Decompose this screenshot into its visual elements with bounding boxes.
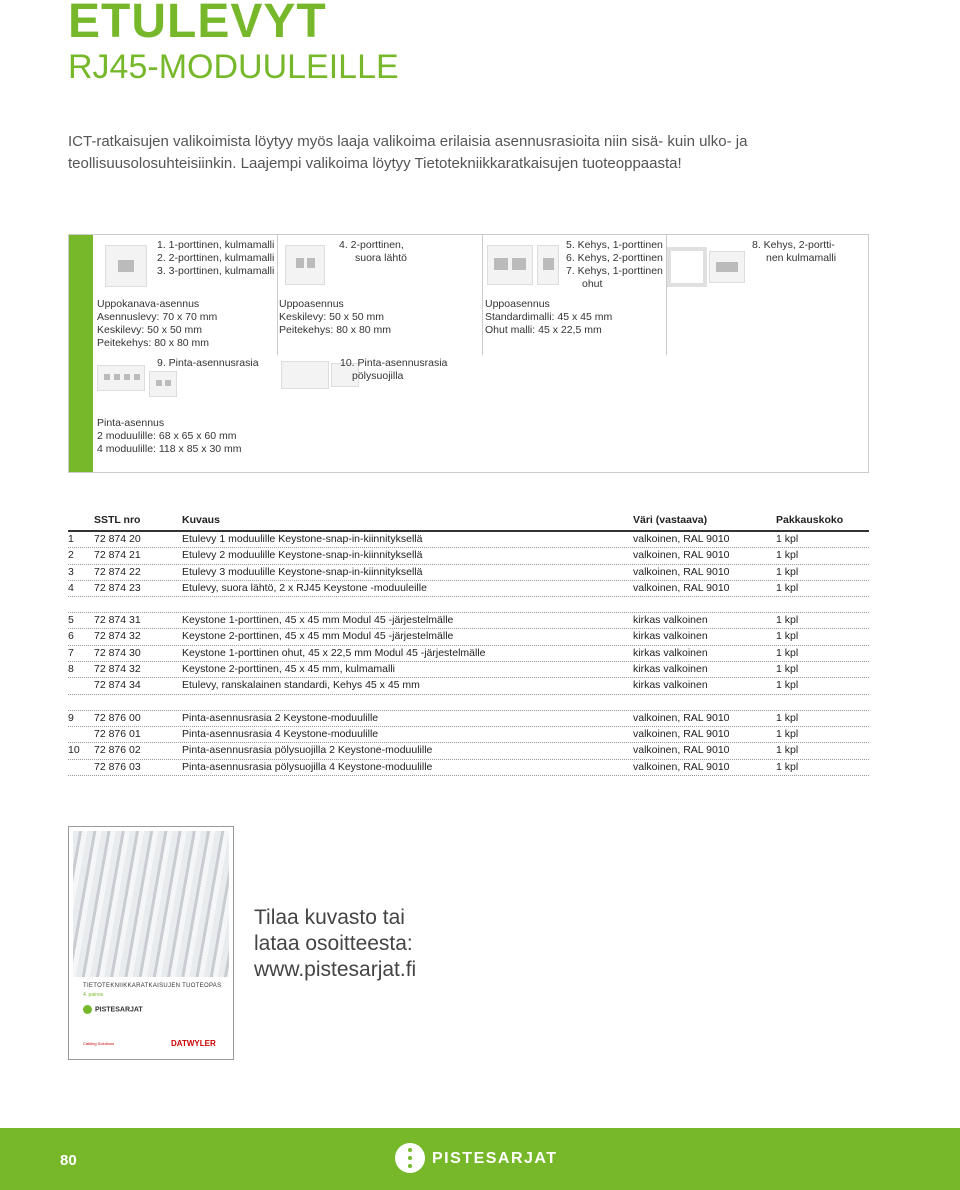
sstl-number: 72 874 31 <box>94 614 141 627</box>
package-size: 1 kpl <box>776 711 799 724</box>
product-8-label-cont: nen kulmamalli <box>766 252 837 264</box>
table-row <box>68 727 869 743</box>
row-number: 6 <box>68 630 74 643</box>
logo-icon <box>83 1005 92 1014</box>
panel-accent-bar <box>69 235 93 472</box>
spec-text: 4 moduulille: 118 x 85 x 30 mm <box>97 443 242 455</box>
product-9-label: 9. Pinta-asennusrasia <box>157 357 259 369</box>
header-description: Kuvaus <box>182 514 220 526</box>
sstl-number: 72 874 23 <box>94 581 141 594</box>
package-size: 1 kpl <box>776 663 799 676</box>
color: valkoinen, RAL 9010 <box>633 565 730 578</box>
color: valkoinen, RAL 9010 <box>633 549 730 562</box>
row-number: 3 <box>68 565 74 578</box>
spec-text: Standardimalli: 45 x 45 mm <box>485 311 613 323</box>
product-table <box>68 514 869 776</box>
row-number: 5 <box>68 614 74 627</box>
package-size: 1 kpl <box>776 744 799 757</box>
color: valkoinen, RAL 9010 <box>633 533 730 545</box>
header-sstl: SSTL nro <box>94 514 141 526</box>
table-row <box>68 629 869 645</box>
description: Keystone 2-porttinen, 45 x 45 mm Modul 45 -järjestelmälle <box>182 630 454 643</box>
description: Pinta-asennusrasia 2 Keystone-moduulille <box>182 711 379 724</box>
package-size: 1 kpl <box>776 565 799 578</box>
catalog-title: TIETOTEKNIIKKARATKAISUJEN TUOTEOPAS <box>83 983 222 989</box>
row-number: 9 <box>68 711 74 724</box>
color: kirkas valkoinen <box>633 630 708 643</box>
spec-text: Asennuslevy: 70 x 70 mm <box>97 311 218 323</box>
product-3-label: 3. 3-porttinen, kulmamalli <box>157 265 275 277</box>
color: kirkas valkoinen <box>633 679 708 692</box>
table-row <box>68 743 869 759</box>
color: kirkas valkoinen <box>633 663 708 676</box>
row-number: 8 <box>68 663 74 676</box>
table-row <box>68 565 869 581</box>
spec-text: Keskilevy: 50 x 50 mm <box>279 311 385 323</box>
description: Keystone 1-porttinen ohut, 45 x 22,5 mm Modul 45 -järjestelmälle <box>182 646 486 659</box>
description: Etulevy 3 moduulille Keystone-snap-in-kiinnityksellä <box>182 565 423 578</box>
table-row <box>68 711 869 727</box>
frame-image <box>487 245 533 285</box>
row-number: 7 <box>68 646 74 659</box>
sstl-number: 72 874 34 <box>94 679 141 692</box>
description: Etulevy, suora lähtö, 2 x RJ45 Keystone -moduuleille <box>182 581 427 594</box>
color: valkoinen, RAL 9010 <box>633 711 730 724</box>
row-number: 1 <box>68 533 74 545</box>
product-4-label: 4. 2-porttinen, <box>339 239 404 251</box>
description: Pinta-asennusrasia pölysuojilla 4 Keystone-moduulille <box>182 760 433 773</box>
table-row <box>68 613 869 629</box>
row-number: 10 <box>68 744 80 757</box>
page-number: 80 <box>60 1152 77 1169</box>
package-size: 1 kpl <box>776 614 799 627</box>
package-size: 1 kpl <box>776 646 799 659</box>
description: Etulevy 1 moduulille Keystone-snap-in-kiinnityksellä <box>182 533 423 545</box>
spec-text: 2 moduulille: 68 x 65 x 60 mm <box>97 430 237 442</box>
faceplate-image <box>105 245 147 287</box>
product-5-label: 5. Kehys, 1-porttinen <box>566 239 663 251</box>
description: Etulevy 2 moduulille Keystone-snap-in-kiinnityksellä <box>182 549 423 562</box>
description: Keystone 2-porttinen, 45 x 45 mm, kulmamalli <box>182 663 396 676</box>
sstl-number: 72 876 01 <box>94 727 141 740</box>
color: valkoinen, RAL 9010 <box>633 581 730 594</box>
product-panel <box>68 234 869 473</box>
table-row <box>68 662 869 678</box>
color: valkoinen, RAL 9010 <box>633 727 730 740</box>
table-row <box>68 760 869 776</box>
header-color: Väri (vastaava) <box>633 514 708 526</box>
table-row <box>68 678 869 694</box>
package-size: 1 kpl <box>776 533 799 545</box>
spec-text: Uppokanava-asennus <box>97 298 200 310</box>
page-title: ETULEVYT <box>68 0 327 48</box>
table-body <box>68 532 869 776</box>
sstl-number: 72 876 03 <box>94 760 141 773</box>
brand-logo-icon <box>395 1143 425 1173</box>
header-package: Pakkauskoko <box>776 514 844 526</box>
partner-logo: DATWYLER <box>171 1039 216 1048</box>
faceplate-image <box>285 245 325 285</box>
product-10-label-cont: pölysuojilla <box>352 370 404 382</box>
spec-text: Ohut malli: 45 x 22,5 mm <box>485 324 602 336</box>
product-4-label-cont: suora lähtö <box>355 252 407 264</box>
product-7-label: 7. Kehys, 1-porttinen <box>566 265 663 277</box>
product-2-label: 2. 2-porttinen, kulmamalli <box>157 252 275 264</box>
sstl-number: 72 876 02 <box>94 744 141 757</box>
product-6-label: 6. Kehys, 2-porttinen <box>566 252 663 264</box>
spec-text: Keskilevy: 50 x 50 mm <box>97 324 203 336</box>
surface-box-image <box>97 365 145 391</box>
color: kirkas valkoinen <box>633 614 708 627</box>
description: Pinta-asennusrasia 4 Keystone-moduulille <box>182 727 379 740</box>
table-group-spacer <box>68 695 869 711</box>
color: kirkas valkoinen <box>633 646 708 659</box>
table-row <box>68 646 869 662</box>
catalog-edition: 4. painos <box>83 992 104 998</box>
package-size: 1 kpl <box>776 549 799 562</box>
sstl-number: 72 874 32 <box>94 630 141 643</box>
angled-frame-image <box>709 251 745 283</box>
sstl-number: 72 874 32 <box>94 663 141 676</box>
website-link[interactable]: www.pistesarjat.fi <box>254 958 417 981</box>
catalog-small-text: Cabling Solutions <box>83 1041 115 1046</box>
frame-image <box>667 247 707 287</box>
product-1-label: 1. 1-porttinen, kulmamalli <box>157 239 275 251</box>
product-8-label: 8. Kehys, 2-portti- <box>752 239 835 251</box>
spec-text: Pinta-asennus <box>97 417 165 429</box>
table-row <box>68 548 869 564</box>
sstl-number: 72 874 20 <box>94 533 141 545</box>
cable-photo <box>73 831 229 977</box>
row-number: 2 <box>68 549 74 562</box>
table-row <box>68 581 869 597</box>
sstl-number: 72 874 21 <box>94 549 141 562</box>
table-row <box>68 532 869 548</box>
table-group-spacer <box>68 597 869 613</box>
spec-text: Uppoasennus <box>485 298 550 310</box>
description: Etulevy, ranskalainen standardi, Kehys 45 x 45 mm <box>182 679 420 692</box>
product-7-label-cont: ohut <box>582 278 603 290</box>
catalog-cover <box>68 826 234 1060</box>
package-size: 1 kpl <box>776 581 799 594</box>
surface-box-image <box>149 371 177 397</box>
sstl-number: 72 874 22 <box>94 565 141 578</box>
package-size: 1 kpl <box>776 630 799 643</box>
frame-image <box>537 245 559 285</box>
table-header <box>68 514 869 532</box>
package-size: 1 kpl <box>776 679 799 692</box>
product-10-label: 10. Pinta-asennusrasia <box>340 357 448 369</box>
sstl-number: 72 874 30 <box>94 646 141 659</box>
package-size: 1 kpl <box>776 727 799 740</box>
row-number: 4 <box>68 581 74 594</box>
sstl-number: 72 876 00 <box>94 711 141 724</box>
description: Keystone 1-porttinen, 45 x 45 mm Modul 45 -järjestelmälle <box>182 614 454 627</box>
spec-text: Peitekehys: 80 x 80 mm <box>279 324 392 336</box>
page-subtitle: RJ45-MODUULEILLE <box>68 48 399 86</box>
dust-cover-box-image <box>281 361 329 389</box>
color: valkoinen, RAL 9010 <box>633 744 730 757</box>
description: Pinta-asennusrasia pölysuojilla 2 Keystone-moduulille <box>182 744 433 757</box>
spec-text: Peitekehys: 80 x 80 mm <box>97 337 210 349</box>
order-text: Tilaa kuvasto tai lataa osoitteesta: www.pistesarjat.fi <box>254 906 417 981</box>
footer-bar <box>0 1128 960 1190</box>
footer-brand: PISTESARJAT <box>432 1150 558 1167</box>
package-size: 1 kpl <box>776 760 799 773</box>
color: valkoinen, RAL 9010 <box>633 760 730 773</box>
spec-text: Uppoasennus <box>279 298 344 310</box>
intro-text: ICT-ratkaisujen valikoimista löytyy myös laaja valikoima erilaisia asennusrasioita niin sisä- kuin ulko- ja teollisuusolosuhteisiinkin. Laajempi valikoima löytyy Tietotekniikkaratkaisujen tuoteoppaasta! <box>68 133 748 172</box>
catalog-brand: PISTESARJAT <box>83 1005 143 1014</box>
